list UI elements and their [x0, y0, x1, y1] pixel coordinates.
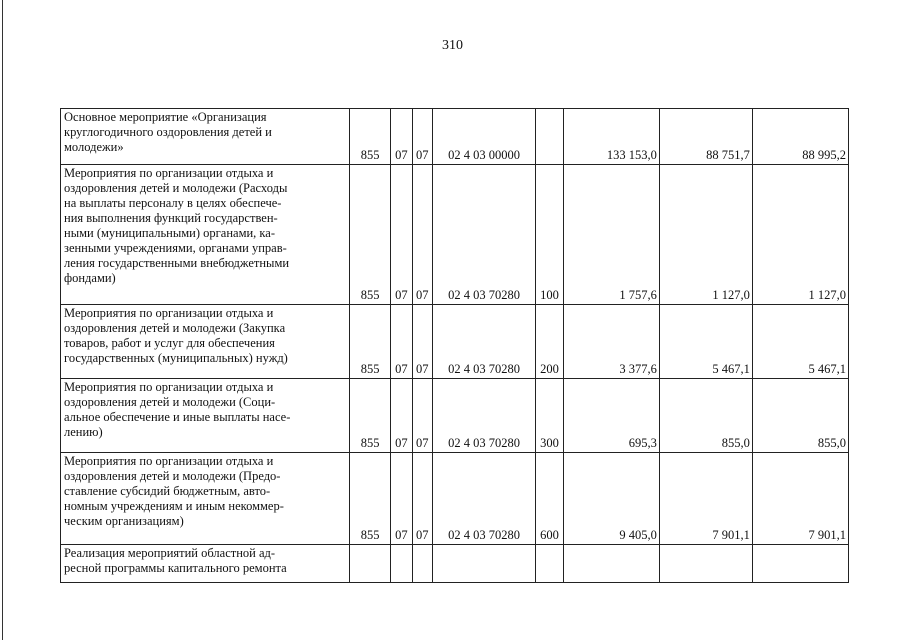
section-code: 07	[391, 453, 412, 545]
target-article	[433, 545, 536, 583]
table-row	[61, 453, 849, 545]
ministry-code: 855	[350, 109, 391, 165]
subsection-code: 07	[412, 109, 432, 165]
target-article: 02 4 03 70280	[433, 305, 536, 379]
subsection-code: 07	[412, 165, 432, 305]
ministry-code: 855	[350, 165, 391, 305]
expense-type	[536, 109, 564, 165]
section-code: 07	[391, 109, 412, 165]
amount-3: 7 901,1	[752, 453, 848, 545]
amount-3: 1 127,0	[752, 165, 848, 305]
amount-1: 9 405,0	[563, 453, 659, 545]
expense-type: 600	[536, 453, 564, 545]
section-code: 07	[391, 305, 412, 379]
target-article: 02 4 03 70280	[433, 165, 536, 305]
subsection-code	[412, 545, 432, 583]
table-row	[61, 109, 849, 165]
table-row	[61, 305, 849, 379]
subsection-code: 07	[412, 305, 432, 379]
table-row	[61, 165, 849, 305]
row-name: Мероприятия по организации отдыха и оздоровления детей и молодежи (Закупка товаров, работ и услуг для обеспечения государственных (муниципальных) нужд)	[61, 305, 350, 379]
ministry-code: 855	[350, 453, 391, 545]
amount-2: 855,0	[659, 379, 752, 453]
budget-table-body	[61, 109, 849, 583]
row-name: Мероприятия по организации отдыха и оздоровления детей и молодежи (Предо- ставление субсидий бюджетным, авто- номным учреждениям и иным некоммер- ческим организациям)	[61, 453, 350, 545]
target-article: 02 4 03 00000	[433, 109, 536, 165]
amount-1: 695,3	[563, 379, 659, 453]
row-name: Реализация мероприятий областной ад- ресной программы капитального ремонта	[61, 545, 350, 583]
page-number: 310	[442, 38, 463, 53]
ministry-code: 855	[350, 305, 391, 379]
page-edge-rule	[2, 0, 3, 640]
ministry-code	[350, 545, 391, 583]
amount-3: 88 995,2	[752, 109, 848, 165]
amount-1	[563, 545, 659, 583]
subsection-code: 07	[412, 379, 432, 453]
expense-type: 300	[536, 379, 564, 453]
amount-3: 855,0	[752, 379, 848, 453]
amount-2: 88 751,7	[659, 109, 752, 165]
amount-2: 5 467,1	[659, 305, 752, 379]
target-article: 02 4 03 70280	[433, 453, 536, 545]
amount-2: 7 901,1	[659, 453, 752, 545]
table-row	[61, 545, 849, 583]
section-code: 07	[391, 379, 412, 453]
amount-2	[659, 545, 752, 583]
expense-type	[536, 545, 564, 583]
amount-1: 133 153,0	[563, 109, 659, 165]
table-row	[61, 379, 849, 453]
target-article: 02 4 03 70280	[433, 379, 536, 453]
row-name: Мероприятия по организации отдыха и оздоровления детей и молодежи (Соци- альное обеспечение и иные выплаты насе- лению)	[61, 379, 350, 453]
subsection-code: 07	[412, 453, 432, 545]
row-name: Основное мероприятие «Организация круглогодичного оздоровления детей и молодежи»	[61, 109, 350, 165]
amount-3	[752, 545, 848, 583]
amount-3: 5 467,1	[752, 305, 848, 379]
expense-type: 100	[536, 165, 564, 305]
amount-1: 3 377,6	[563, 305, 659, 379]
budget-table	[60, 108, 849, 583]
expense-type: 200	[536, 305, 564, 379]
section-code: 07	[391, 165, 412, 305]
row-name: Мероприятия по организации отдыха и оздоровления детей и молодежи (Расходы на выплаты персоналу в целях обеспече- ния выполнения функций государствен- ными (муниципальными) органами, ка- зенными учреждениями, органами управ- ления государственными внебюджетными фондами)	[61, 165, 350, 305]
ministry-code: 855	[350, 379, 391, 453]
section-code	[391, 545, 412, 583]
amount-2: 1 127,0	[659, 165, 752, 305]
amount-1: 1 757,6	[563, 165, 659, 305]
